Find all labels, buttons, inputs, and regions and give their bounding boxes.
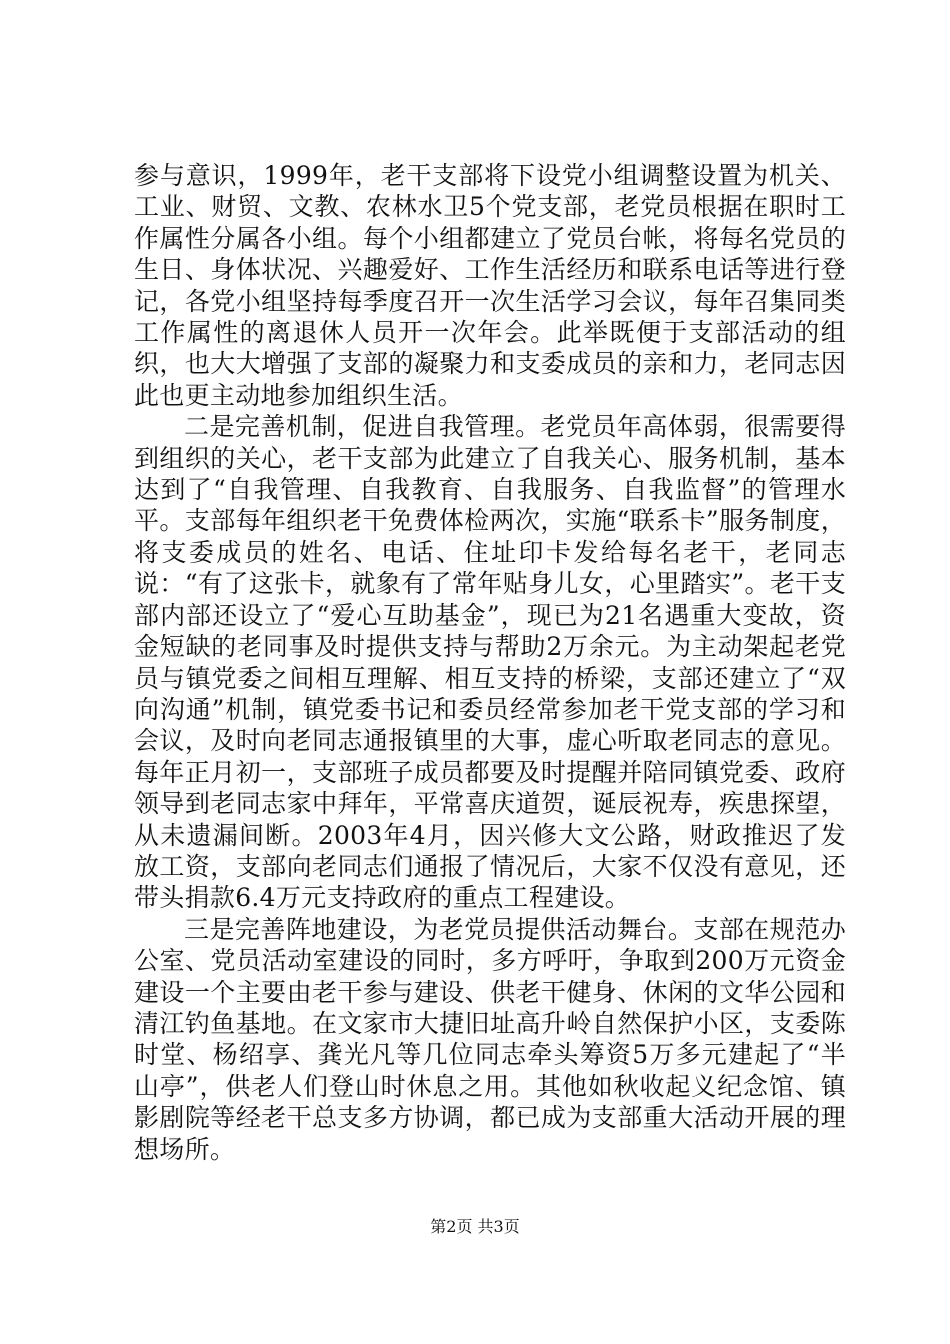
document-body bbox=[134, 160, 846, 1165]
paragraph-mechanism: 二是完善机制，促进自我管理。老党员年高体弱，很需要得到组织的关心，老干支部为此建立了自我关心、服务机制，基本达到了“自我管理、自我教育、自我服务、自我监督”的管理水平。支部每年组织老干免费体检两次，实施“联系卡”服务制度，将支委成员的姓名、电话、住址印卡发给每名老干，老同志说：“有了这张卡，就象有了常年贴身儿女，心里踏实”。老干支部内部还设立了“爱心互助基金”，现已为21名遇重大变故，资金短缺的老同事及时提供支持与帮助2万余元。为主动架起老党员与镇党委之间相互理解、相互支持的桥梁，支部还建立了“双向沟通”机制，镇党委书记和委员经常参加老干党支部的学习和会议，及时向老同志通报镇里的大事，虚心听取老同志的意见。每年正月初一，支部班子成员都要及时提醒并陪同镇党委、政府领导到老同志家中拜年，平常喜庆道贺，诞辰祝寿，疾患探望，从未遗漏间断。2003年4月，因兴修大文公路，财政推迟了发放工资，支部向老同志们通报了情况后，大家不仅没有意见，还带头捐款6.4万元支持政府的重点工程建设。 bbox=[134, 412, 846, 913]
paragraph-continuation: 参与意识，1999年，老干支部将下设党小组调整设置为机关、工业、财贸、文教、农林水卫5个党支部，老党员根据在职时工作属性分属各小组。每个小组都建立了党员台帐，将每名党员的生日、身体状况、兴趣爱好、工作生活经历和联系电话等进行登记，各党小组坚持每季度召开一次生活学习会议，每年召集同类工作属性的离退休人员开一次年会。此举既便于支部活动的组织，也大大增强了支部的凝聚力和支委成员的亲和力，老同志因此也更主动地参加组织生活。 bbox=[134, 161, 846, 410]
page-number-footer: 第2页 共3页 bbox=[430, 1217, 520, 1236]
paragraph-facilities: 三是完善阵地建设，为老党员提供活动舞台。支部在规范办公室、党员活动室建设的同时，多方呼吁，争取到200万元资金建设一个主要由老干参与建设、供老干健身、休闲的文华公园和清江钓鱼基地。在文家市大捷旧址高升岭自然保护小区，支委陈时堂、杨绍享、龚光凡等几位同志牵头筹资5万多元建起了“半山亭”，供老人们登山时休息之用。其他如秋收起义纪念馆、镇影剧院等经老干总支多方协调，都已成为支部重大活动开展的理想场所。 bbox=[134, 914, 846, 1164]
